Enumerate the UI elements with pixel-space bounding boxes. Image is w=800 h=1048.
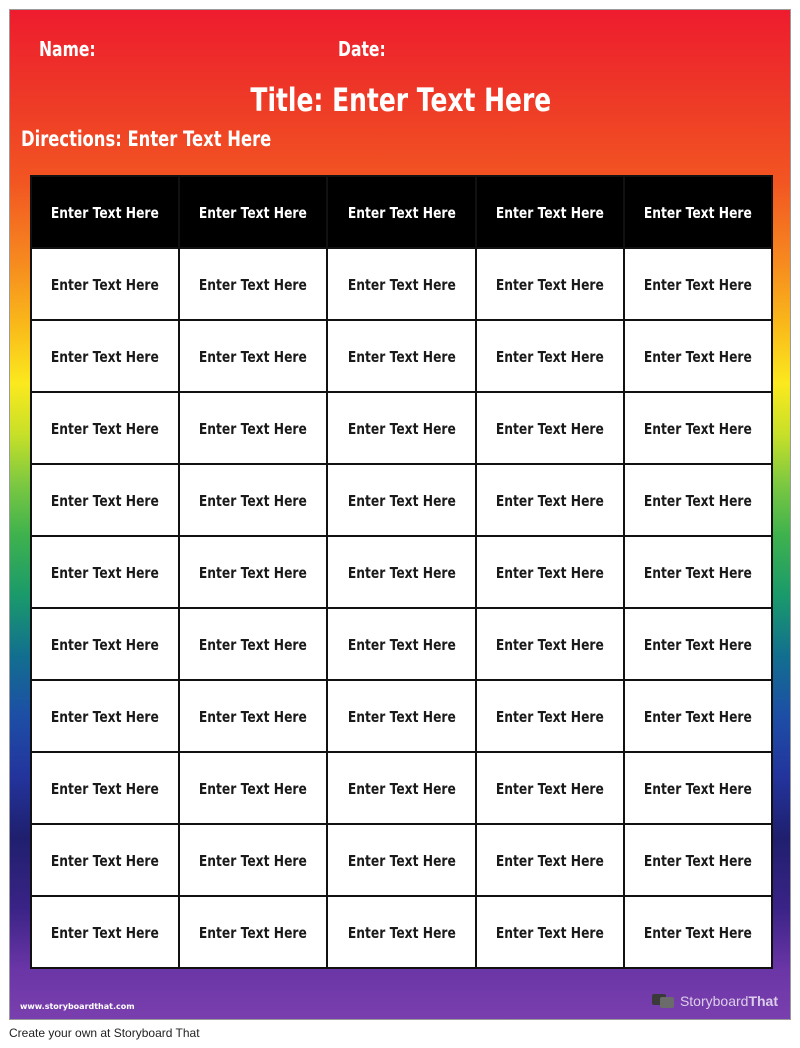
- brand-name-part1: Storyboard: [679, 993, 749, 1009]
- table-cell: [327, 680, 475, 752]
- cell-text: Enter Text Here: [495, 419, 604, 438]
- table-cell: [476, 392, 624, 464]
- cell-text: Enter Text Here: [347, 635, 456, 654]
- worksheet-title: [10, 81, 792, 119]
- table-cell: [624, 680, 772, 752]
- table-header-cell: [624, 176, 772, 248]
- table-cell: [31, 248, 179, 320]
- cell-text: Enter Text Here: [199, 419, 308, 438]
- table-row: [31, 752, 772, 824]
- table-cell: [624, 824, 772, 896]
- cell-text: Enter Text Here: [199, 707, 308, 726]
- table-cell: [476, 824, 624, 896]
- cell-text: Enter Text Here: [643, 635, 752, 654]
- cell-text: Enter Text Here: [51, 347, 160, 366]
- cell-text: Enter Text Here: [51, 923, 160, 942]
- cell-text: Enter Text Here: [51, 491, 160, 510]
- table-cell: [327, 752, 475, 824]
- cell-text: Enter Text Here: [347, 923, 456, 942]
- table-cell: [179, 536, 327, 608]
- cell-text: Enter Text Here: [347, 851, 456, 870]
- table-row: [31, 248, 772, 320]
- table-cell: [327, 896, 475, 968]
- table-cell: [624, 464, 772, 536]
- worksheet-table: [30, 175, 773, 969]
- cell-text: Enter Text Here: [643, 563, 752, 582]
- table-cell: [31, 824, 179, 896]
- directions-text: Directions: Enter Text Here: [21, 127, 272, 151]
- table-row: [31, 536, 772, 608]
- header-text: Enter Text Here: [51, 203, 160, 222]
- brand-name-part2: That: [748, 993, 778, 1009]
- table-cell: [179, 392, 327, 464]
- table-body: [31, 248, 772, 968]
- table-header-cell: [327, 176, 475, 248]
- cell-text: Enter Text Here: [199, 347, 308, 366]
- cell-text: Enter Text Here: [199, 635, 308, 654]
- cell-text: Enter Text Here: [643, 275, 752, 294]
- table-cell: [31, 392, 179, 464]
- cell-text: Enter Text Here: [643, 347, 752, 366]
- table-cell: [476, 248, 624, 320]
- worksheet: [9, 9, 791, 1020]
- table-cell: [31, 608, 179, 680]
- cell-text: Enter Text Here: [495, 563, 604, 582]
- table-cell: [327, 392, 475, 464]
- cell-text: Enter Text Here: [495, 779, 604, 798]
- table-cell: [624, 896, 772, 968]
- table-cell: [327, 536, 475, 608]
- name-label: Name:: [39, 37, 96, 61]
- cell-text: Enter Text Here: [495, 707, 604, 726]
- table-cell: [31, 536, 179, 608]
- table-cell: [179, 320, 327, 392]
- table-cell: [476, 464, 624, 536]
- cell-text: Enter Text Here: [51, 419, 160, 438]
- table-cell: [327, 248, 475, 320]
- cell-text: Enter Text Here: [495, 491, 604, 510]
- cell-text: Enter Text Here: [199, 779, 308, 798]
- cell-text: Enter Text Here: [495, 635, 604, 654]
- table-cell: [179, 608, 327, 680]
- cell-text: Enter Text Here: [347, 491, 456, 510]
- cell-text: Enter Text Here: [51, 635, 160, 654]
- cell-text: Enter Text Here: [643, 923, 752, 942]
- worksheet-title-text: Title: Enter Text Here: [250, 81, 552, 119]
- cell-text: Enter Text Here: [495, 275, 604, 294]
- date-label: Date:: [338, 37, 386, 61]
- table-cell: [476, 320, 624, 392]
- brand-name: [680, 993, 778, 1009]
- table-cell: [179, 464, 327, 536]
- table-cell: [624, 752, 772, 824]
- table-header-row: [31, 176, 772, 248]
- cell-text: Enter Text Here: [51, 851, 160, 870]
- cell-text: Enter Text Here: [199, 923, 308, 942]
- cell-text: Enter Text Here: [51, 563, 160, 582]
- table-header-cell: [31, 176, 179, 248]
- cell-text: Enter Text Here: [643, 419, 752, 438]
- cell-text: Enter Text Here: [347, 779, 456, 798]
- cell-text: Enter Text Here: [199, 491, 308, 510]
- cell-text: Enter Text Here: [347, 347, 456, 366]
- table-cell: [179, 248, 327, 320]
- cell-text: Enter Text Here: [643, 707, 752, 726]
- cell-text: Enter Text Here: [347, 275, 456, 294]
- table-cell: [476, 752, 624, 824]
- table-cell: [31, 896, 179, 968]
- cell-text: Enter Text Here: [199, 275, 308, 294]
- table-cell: [179, 752, 327, 824]
- table-cell: [179, 896, 327, 968]
- cell-text: Enter Text Here: [347, 707, 456, 726]
- table-cell: [476, 536, 624, 608]
- table-row: [31, 392, 772, 464]
- table-row: [31, 464, 772, 536]
- table-cell: [624, 248, 772, 320]
- cell-text: Enter Text Here: [199, 851, 308, 870]
- cell-text: Enter Text Here: [347, 563, 456, 582]
- table-header-cell: [179, 176, 327, 248]
- header-text: Enter Text Here: [199, 203, 308, 222]
- table-cell: [624, 536, 772, 608]
- cell-text: Enter Text Here: [643, 851, 752, 870]
- table-row: [31, 320, 772, 392]
- footer-url: www.storyboardthat.com: [20, 1002, 135, 1011]
- storyboard-that-brand: [652, 993, 778, 1009]
- header-text: Enter Text Here: [495, 203, 604, 222]
- table-header-cell: [476, 176, 624, 248]
- table-row: [31, 680, 772, 752]
- table-cell: [327, 320, 475, 392]
- table-cell: [31, 680, 179, 752]
- table-cell: [179, 824, 327, 896]
- table-cell: [624, 392, 772, 464]
- table-cell: [327, 464, 475, 536]
- cell-text: Enter Text Here: [495, 347, 604, 366]
- table-cell: [476, 896, 624, 968]
- table-cell: [624, 320, 772, 392]
- cell-text: Enter Text Here: [495, 923, 604, 942]
- table-cell: [31, 320, 179, 392]
- create-caption[interactable]: Create your own at Storyboard That: [9, 1026, 200, 1040]
- table-row: [31, 824, 772, 896]
- cell-text: Enter Text Here: [51, 779, 160, 798]
- header-text: Enter Text Here: [347, 203, 456, 222]
- cell-text: Enter Text Here: [643, 491, 752, 510]
- table-cell: [327, 608, 475, 680]
- cell-text: Enter Text Here: [51, 275, 160, 294]
- table-cell: [624, 608, 772, 680]
- cell-text: Enter Text Here: [495, 851, 604, 870]
- table-row: [31, 896, 772, 968]
- header-text: Enter Text Here: [643, 203, 752, 222]
- table-cell: [476, 680, 624, 752]
- storyboard-that-logo-icon: [652, 993, 676, 1009]
- table-cell: [31, 752, 179, 824]
- cell-text: Enter Text Here: [51, 707, 160, 726]
- table-cell: [31, 464, 179, 536]
- table-cell: [179, 680, 327, 752]
- cell-text: Enter Text Here: [643, 779, 752, 798]
- table-cell: [476, 608, 624, 680]
- table-cell: [327, 824, 475, 896]
- cell-text: Enter Text Here: [347, 419, 456, 438]
- table-row: [31, 608, 772, 680]
- cell-text: Enter Text Here: [199, 563, 308, 582]
